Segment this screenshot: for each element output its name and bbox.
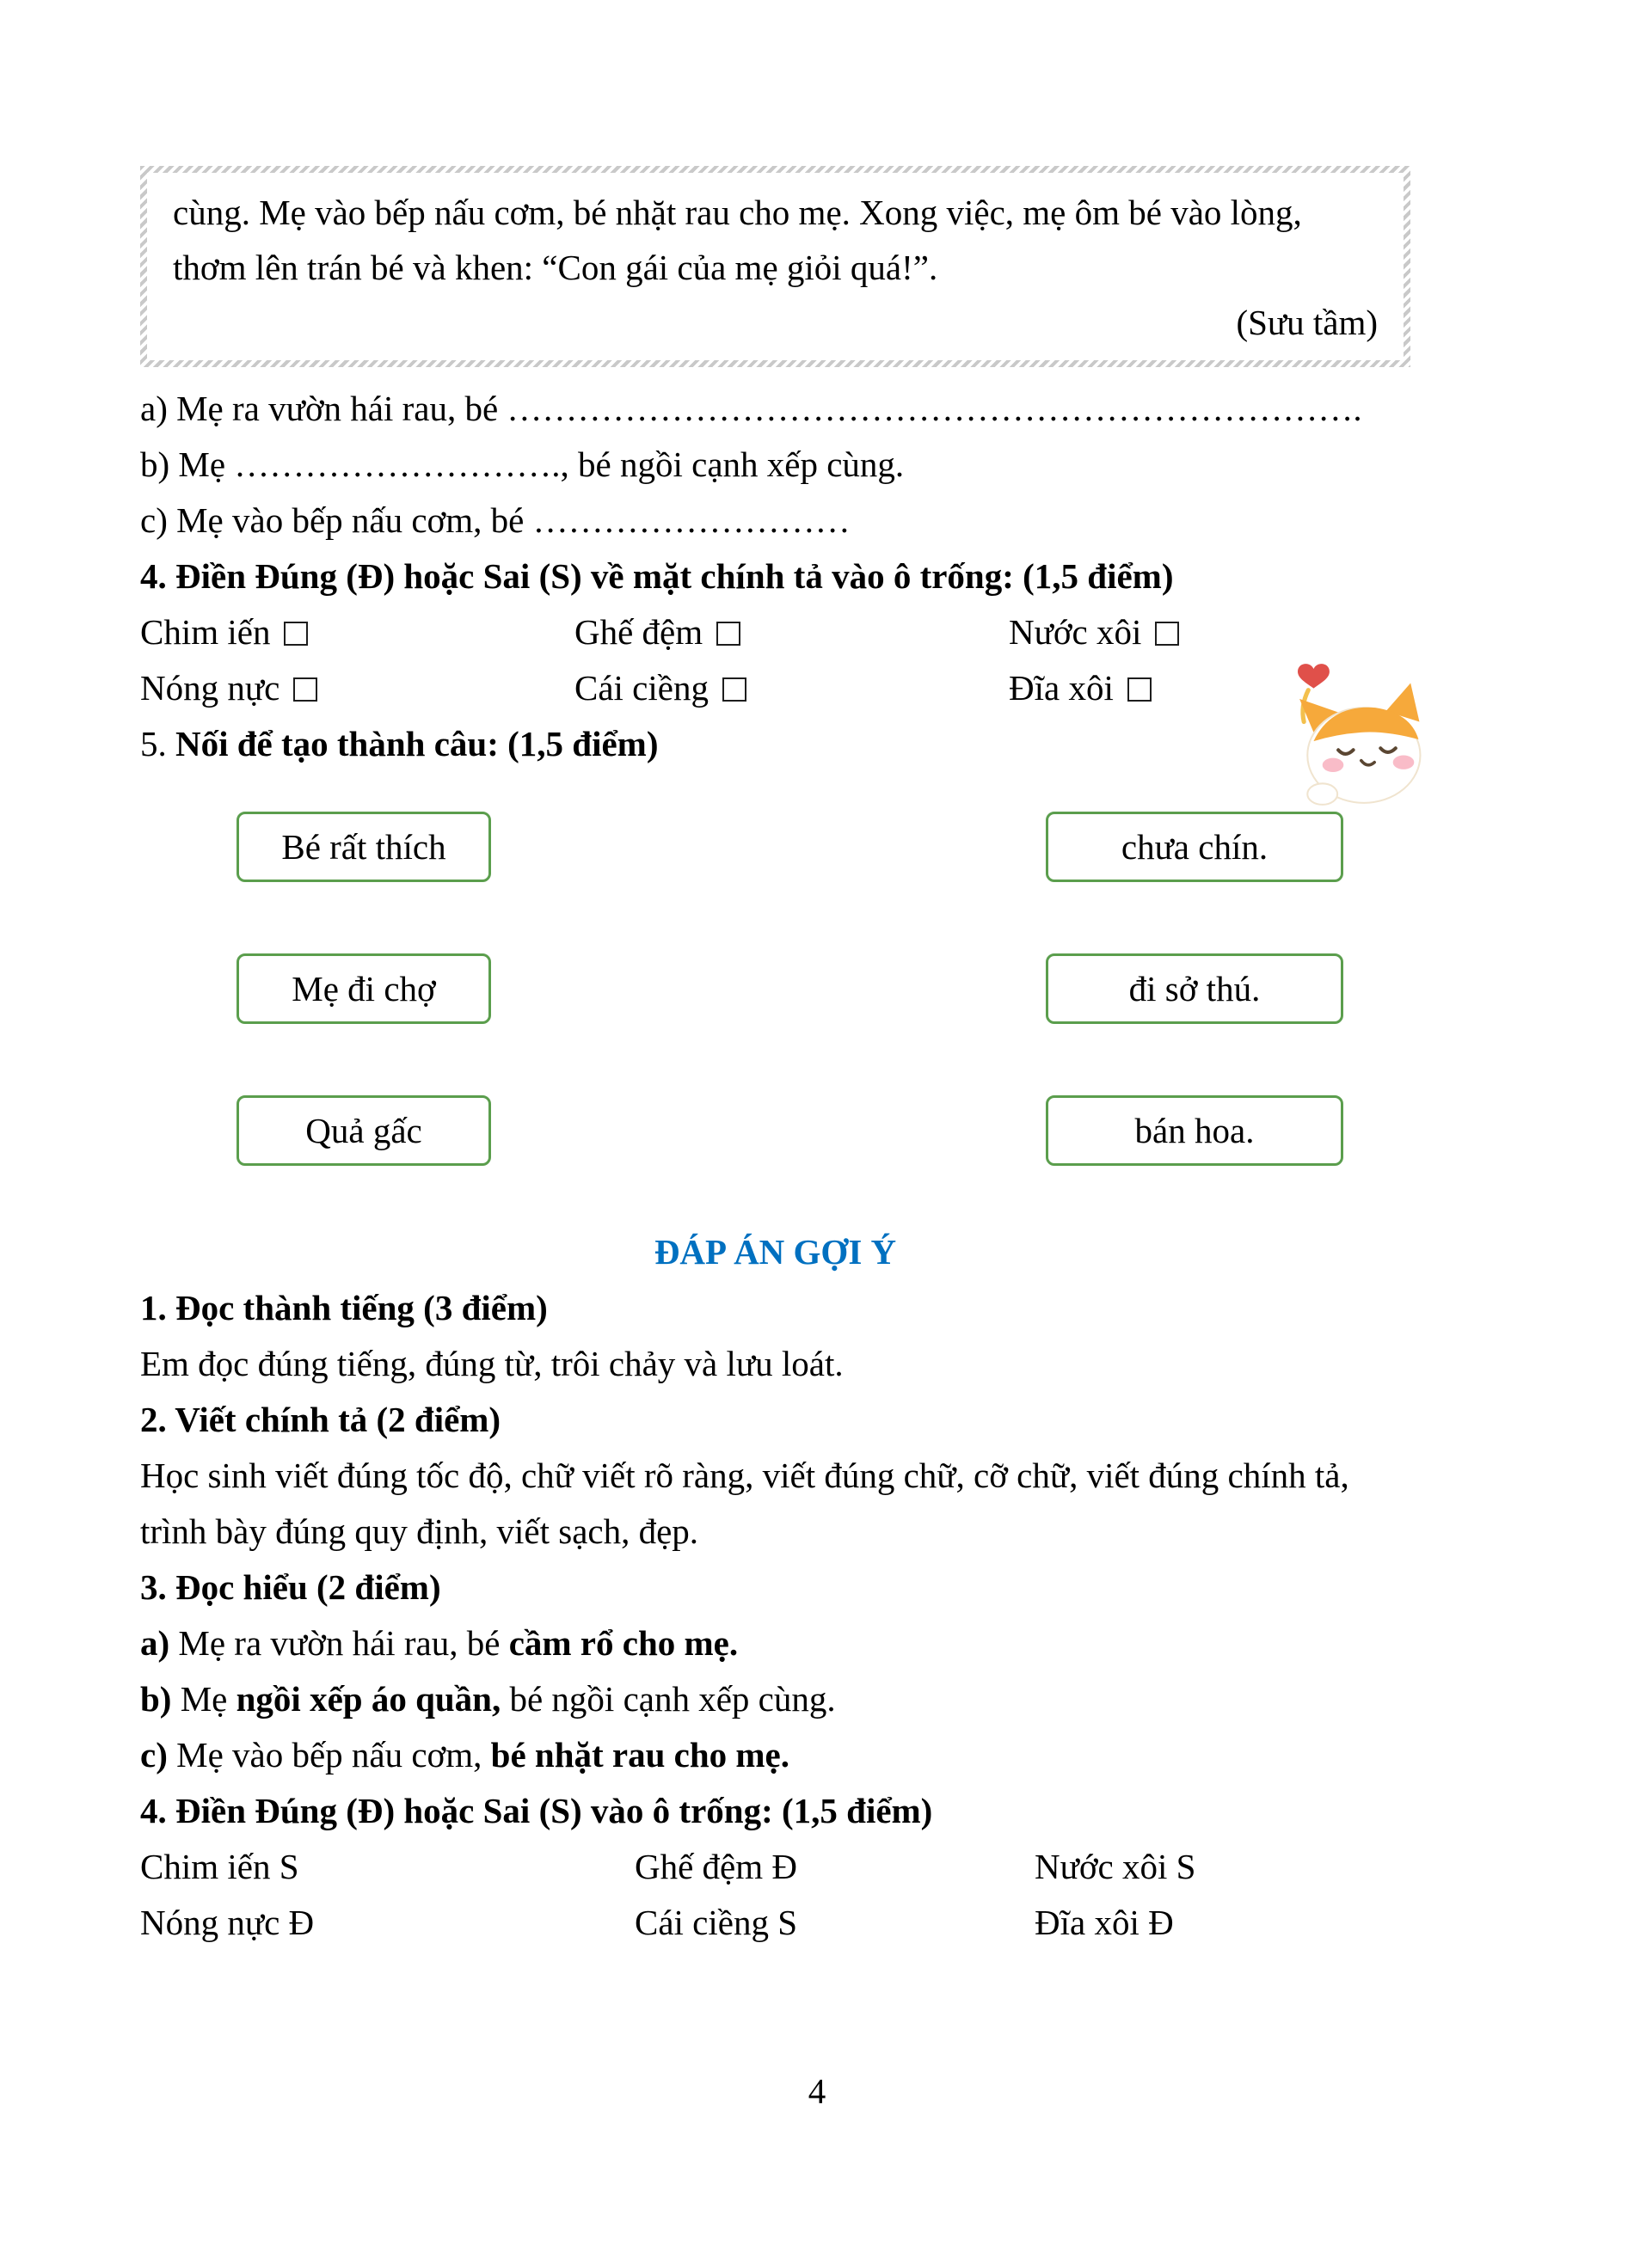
match-left-box[interactable] <box>236 1095 491 1166</box>
match-right-label: bán hoa. <box>1134 1111 1255 1150</box>
spelling-item <box>574 660 1009 716</box>
question-5-text: Nối để tạo thành câu: (1,5 điểm) <box>175 724 659 763</box>
checkbox[interactable] <box>284 622 308 646</box>
spelling-word: Đĩa xôi <box>1009 668 1114 708</box>
match-left-label: Quả gấc <box>305 1111 422 1150</box>
worksheet-content <box>140 166 1410 1951</box>
spelling-check-grid <box>140 604 1410 716</box>
passage-text: cùng. Mẹ vào bếp nấu cơm, bé nhặt rau cho mẹ. Xong việc, mẹ ôm bé vào lòng, thơm lên trán bé và khen: “Con gái của mẹ giỏi quá!”. <box>173 193 1302 287</box>
page-number: 4 <box>808 2071 826 2111</box>
answer-item-tail: bé ngồi cạnh xếp cùng. <box>501 1679 836 1719</box>
passage-attribution: (Sưu tầm) <box>1236 303 1378 342</box>
answer-s4-grid <box>140 1839 1410 1951</box>
answer-item-answer: bé nhặt rau cho mẹ. <box>490 1735 789 1775</box>
question-5-title <box>140 716 1410 772</box>
answer-s4-cell: Nóng nực Đ <box>140 1903 315 1942</box>
match-left-label: Bé rất thích <box>281 827 446 867</box>
answer-s3-item-a <box>140 1615 1410 1671</box>
answer-s4-cell: Cái ciềng S <box>635 1903 798 1942</box>
answer-item-answer: ngồi xếp áo quần, <box>236 1679 501 1719</box>
answer-item-text: Mẹ vào bếp nấu cơm, <box>167 1735 491 1775</box>
answer-item-label: b) <box>140 1679 172 1719</box>
spelling-word: Chim iến <box>140 612 271 652</box>
question-5-number: 5. <box>140 724 167 763</box>
answer-s3-item-c <box>140 1727 1410 1783</box>
match-left-box[interactable] <box>236 953 491 1024</box>
checkbox[interactable] <box>716 622 740 646</box>
spelling-word: Nước xôi <box>1009 612 1142 652</box>
answer-s3-title: 3. Đọc hiểu (2 điểm) <box>140 1567 441 1607</box>
answer-s2-title: 2. Viết chính tả (2 điểm) <box>140 1400 501 1439</box>
answer-s1-title: 1. Đọc thành tiếng (3 điểm) <box>140 1288 548 1327</box>
match-left-label: Mẹ đi chợ <box>292 969 436 1008</box>
spelling-item <box>574 604 1009 660</box>
question-4-number: 4. <box>140 556 167 596</box>
fill-question-c: c) Mẹ vào bếp nấu cơm, bé ……………………… <box>140 500 851 540</box>
answer-s2-body: Học sinh viết đúng tốc độ, chữ viết rõ ràng, viết đúng chữ, cỡ chữ, viết đúng chính tả, trình bày đúng quy định, viết sạch, đẹp. <box>140 1456 1349 1551</box>
question-4-title <box>140 549 1410 604</box>
checkbox[interactable] <box>722 677 746 702</box>
answer-s4-cell: Chim iến S <box>140 1847 299 1886</box>
match-right-label: chưa chín. <box>1121 827 1268 867</box>
checkbox[interactable] <box>293 677 317 702</box>
spelling-word: Cái ciềng <box>574 668 709 708</box>
spelling-item <box>140 660 574 716</box>
answer-s4-cell: Nước xôi S <box>1035 1847 1196 1886</box>
match-left-column <box>236 812 491 1166</box>
spelling-word: Ghế đệm <box>574 612 703 652</box>
cat-illustration <box>1262 647 1439 829</box>
checkbox[interactable] <box>1155 622 1179 646</box>
fill-question-a: a) Mẹ ra vườn hái rau, bé ………………………………………………………………. <box>140 389 1362 428</box>
answer-s4-cell: Ghế đệm Đ <box>635 1847 798 1886</box>
answer-s1-body: Em đọc đúng tiếng, đúng từ, trôi chảy và lưu loát. <box>140 1344 844 1383</box>
spelling-word: Nóng nực <box>140 668 280 708</box>
heart-icon <box>1298 664 1330 688</box>
match-right-box[interactable] <box>1046 1095 1343 1166</box>
question-4-text: Điền Đúng (Đ) hoặc Sai (S) về mặt chính tả vào ô trống: (1,5 điểm) <box>175 556 1174 596</box>
answer-key-heading: ĐÁP ÁN GỢI Ý <box>654 1232 897 1272</box>
matching-exercise <box>140 812 1410 1166</box>
answer-item-label: c) <box>140 1735 168 1775</box>
match-left-box[interactable] <box>236 812 491 882</box>
match-right-column <box>1046 812 1343 1166</box>
checkbox[interactable] <box>1127 677 1152 702</box>
match-right-box[interactable] <box>1046 953 1343 1024</box>
match-right-label: đi sở thú. <box>1128 969 1261 1008</box>
reading-passage-box <box>140 166 1410 367</box>
answer-item-label: a) <box>140 1623 170 1663</box>
answer-item-answer: cầm rổ cho mẹ. <box>508 1623 739 1663</box>
answer-s4-cell: Đĩa xôi Đ <box>1035 1903 1174 1942</box>
fill-questions <box>140 381 1410 549</box>
answer-item-text: Mẹ ra vườn hái rau, bé <box>169 1623 509 1663</box>
fill-question-b: b) Mẹ ………………………., bé ngồi cạnh xếp cùng. <box>140 444 905 484</box>
spelling-item <box>140 604 574 660</box>
answer-item-text: Mẹ <box>171 1679 236 1719</box>
answer-s4-title: 4. Điền Đúng (Đ) hoặc Sai (S) vào ô trống: (1,5 điểm) <box>140 1791 933 1830</box>
answer-s3-item-b <box>140 1671 1410 1727</box>
